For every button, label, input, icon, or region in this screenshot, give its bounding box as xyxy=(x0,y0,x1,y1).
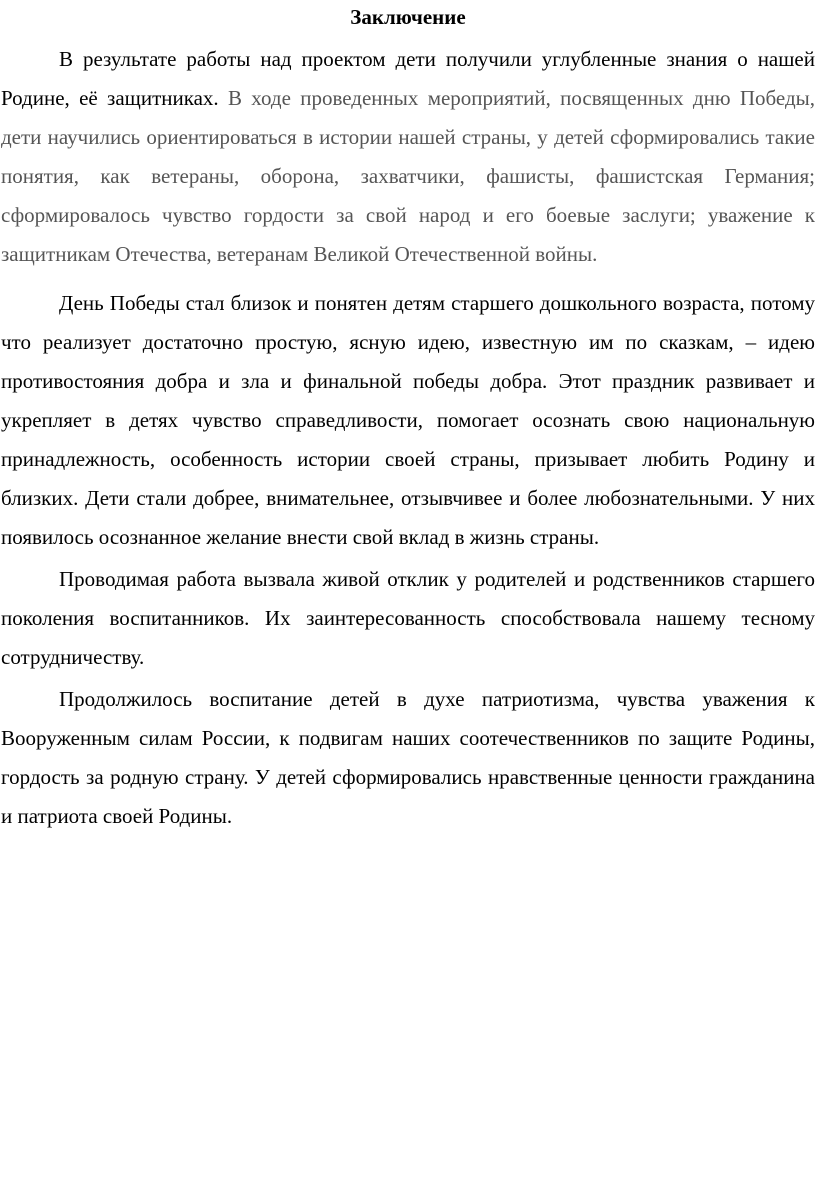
paragraph-1-lead: В результате работы над проектом дети получили углубленные знания о нашей Родине, её защитниках. xyxy=(1,47,815,110)
paragraph-4: Продолжилось воспитание детей в духе патриотизма, чувства уважения к Вооруженным силам России, к подвигам наших соотечественников по защите Родины, гордость за родную страну. У детей сформировались нравственные ценности гражданина и патриота своей Родины. xyxy=(1,687,815,828)
paragraph-2: День Победы стал близок и понятен детям старшего дошкольного возраста, потому что реализует достаточно простую, ясную идею, известную им по сказкам, – идею противостояния добра и зла и финальной победы добра. Этот праздник развивает и укрепляет в детях чувство справедливости, помогает осознать свою национальную принадлежность, особенность истории своей страны, призывает любить Родину и близких. Дети стали добрее, внимательнее, отзывчивее и более любознательными. У них появилось осознанное желание внести свой вклад в жизнь страны. xyxy=(1,291,815,549)
paragraph-3: Проводимая работа вызвала живой отклик у родителей и родственников старшего поколения воспитанников. Их заинтересованность способствовала нашему тесному сотрудничеству. xyxy=(1,567,815,669)
paragraph-1 xyxy=(1,40,815,274)
page-title: Заключение xyxy=(350,5,466,29)
paragraph-1-rest: В ходе проведенных мероприятий, посвященных дню Победы, дети научились ориентироваться в истории нашей страны, у детей сформировались такие понятия, как ветераны, оборона, захватчики, фашисты, фашистская Германия; сформировалось чувство гордости за свой народ и его боевые заслуги; уважение к защитникам Отечества, ветеранам Великой Отечественной войны. xyxy=(1,86,816,266)
